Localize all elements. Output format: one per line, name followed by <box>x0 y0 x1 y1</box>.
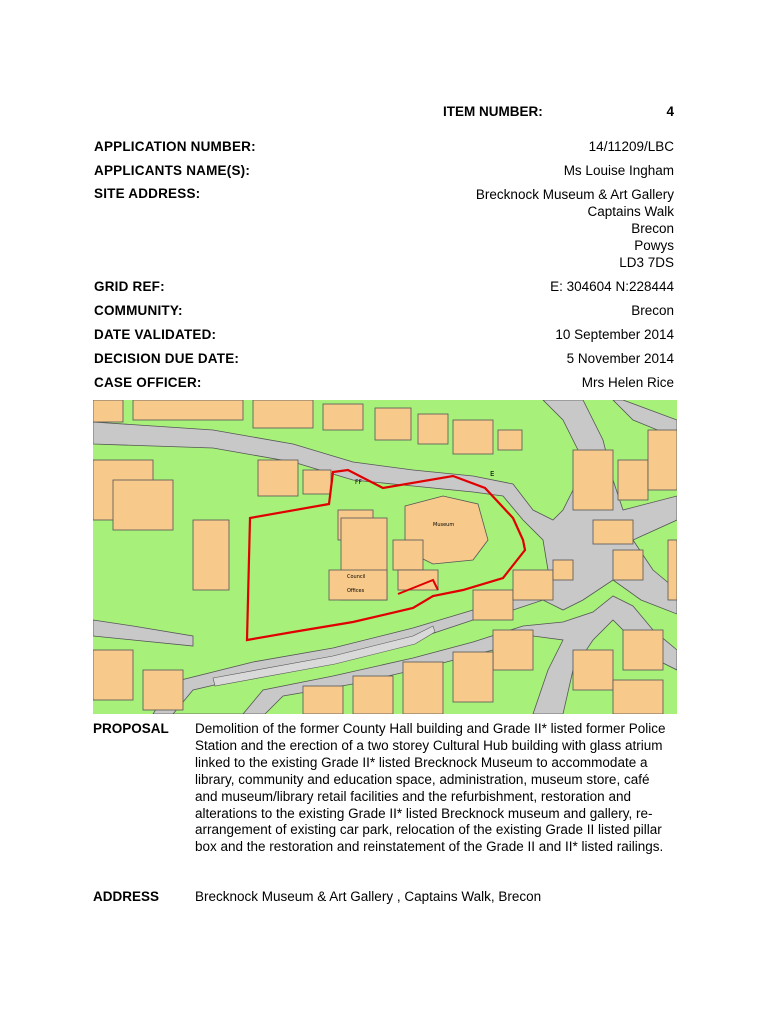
case-officer-value: Mrs Helen Rice <box>581 375 674 390</box>
address-text: Brecknock Museum & Art Gallery , Captains Walk, Brecon <box>195 889 542 904</box>
map-label-museum: Museum <box>433 522 455 528</box>
site-address-line: Captains Walk <box>587 204 674 219</box>
applicants-name-label: APPLICANTS NAME(S): <box>94 163 251 178</box>
address-label: ADDRESS <box>93 889 160 904</box>
date-validated-value: 10 September 2014 <box>555 327 674 342</box>
site-address-line: LD3 7DS <box>619 255 674 270</box>
community-label: COMMUNITY: <box>94 303 183 318</box>
item-number-label: ITEM NUMBER: <box>443 104 543 119</box>
item-number-value: 4 <box>666 104 674 119</box>
grid-ref-label: GRID REF: <box>94 279 165 294</box>
site-address-line: Brecknock Museum & Art Gallery <box>475 187 674 202</box>
site-address-line: Powys <box>634 238 674 253</box>
map-label-council: Council <box>347 574 366 580</box>
proposal-label: PROPOSAL <box>93 721 169 736</box>
application-number-value: 14/11209/LBC <box>588 139 674 154</box>
map-label-offices: Offices <box>347 588 365 594</box>
date-validated-label: DATE VALIDATED: <box>94 327 217 342</box>
application-number-label: APPLICATION NUMBER: <box>94 139 256 154</box>
site-address-label: SITE ADDRESS: <box>94 186 201 201</box>
site-address-value <box>476 186 674 271</box>
site-address-line: Brecon <box>631 221 674 236</box>
applicants-name-value: Ms Louise Ingham <box>563 163 674 178</box>
decision-due-date-value: 5 November 2014 <box>566 351 674 366</box>
map-label-e: E <box>490 470 495 478</box>
case-officer-label: CASE OFFICER: <box>94 375 202 390</box>
community-value: Brecon <box>631 303 674 318</box>
site-location-map <box>93 400 677 714</box>
decision-due-date-label: DECISION DUE DATE: <box>94 351 240 366</box>
proposal-text: Demolition of the former County Hall building and Grade II* listed former Police Station and the erection of a two storey Cultural Hub building with glass atrium linked to the existing Grade II* listed Brecknock Museum to accommodate a library, community and education space, administration, museum store, café and museum/library retail facilities and the refurbishment, restoration and alterations to the existing Grade II* listed Brecknock museum and gallery, re-arrangement of existing car park, relocation of the existing Grade II listed pillar box and the restoration and reinstatement of the Grade II and II* listed railings. <box>195 721 666 855</box>
map-label-ff: FF <box>355 479 362 486</box>
map-graphic <box>93 400 677 714</box>
grid-ref-value: E: 304604 N:228444 <box>550 279 674 294</box>
